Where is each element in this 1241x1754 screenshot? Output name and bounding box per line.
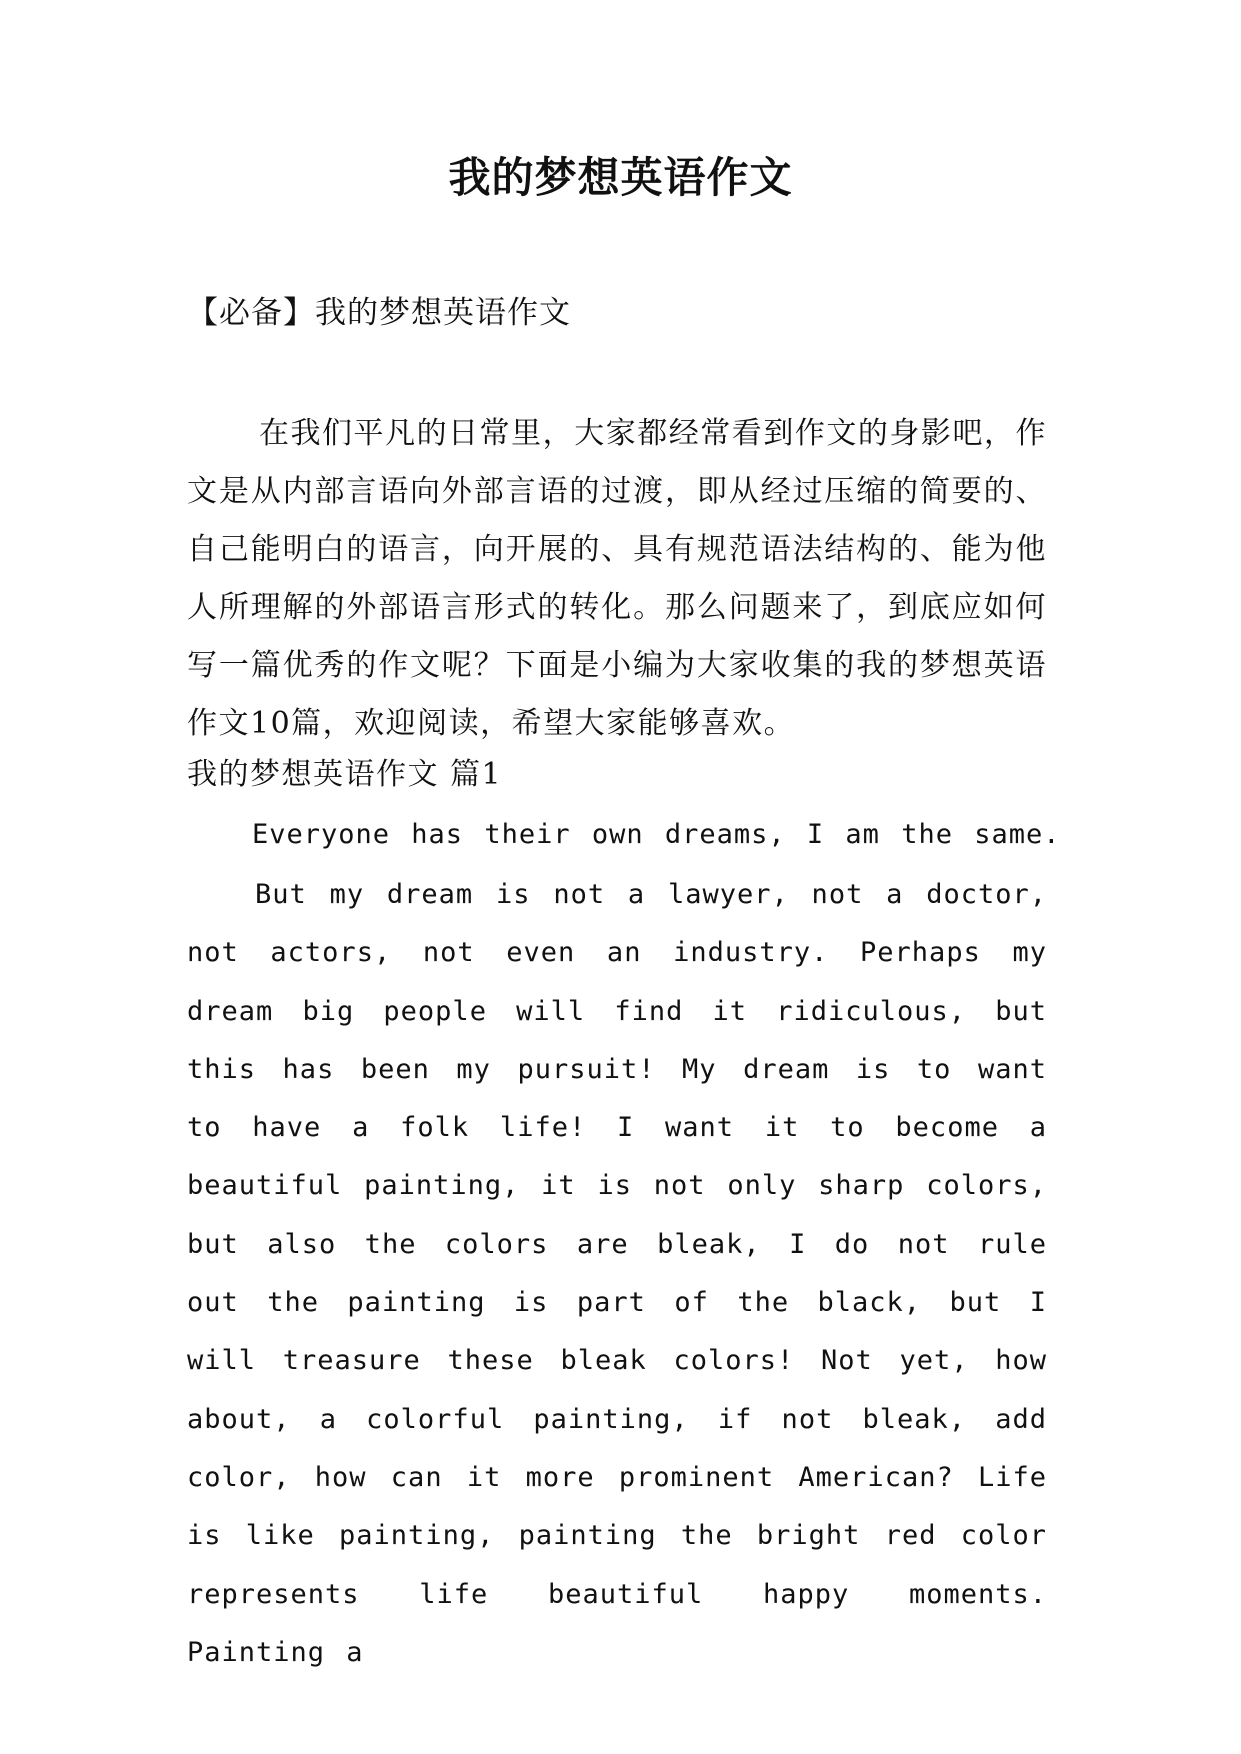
essay-paragraph-1: Everyone has their own dreams, I am the same.: [252, 819, 1061, 850]
intro-paragraph: 在我们平凡的日常里，大家都经常看到作文的身影吧，作文是从内部言语向外部言语的过渡，即从经过压缩的简要的、自己能明白的语言，向开展的、具有规范语法结构的、能为他人所理解的外部语言形式的转化。那么问题来了，到底应如何写一篇优秀的作文呢？下面是小编为大家收集的我的梦想英语作文10篇，欢迎阅读，希望大家能够喜欢。: [187, 416, 1047, 741]
section-heading: 我的梦想英语作文 篇1: [187, 757, 503, 792]
document-title: 我的梦想英语作文: [448, 153, 793, 202]
document-subtitle: 【必备】我的梦想英语作文: [187, 295, 571, 331]
essay-paragraph-2: But my dream is not a lawyer, not a doctor, not actors, not even an industry. Perhaps my dream big people will find it ridiculous, but this has been my pursuit! My dream is to want to have a folk life! I want it to become a beautiful painting, it is not only sharp colors, but also the colors are bleak, I do not rule out the painting is part of the black, but I will treasure these bleak colors! Not yet, how about, a colorful painting, if not bleak, add color, how can it more prominent American? Life is like painting, painting the bright red color represents life beautiful happy moments. Painting a: [187, 879, 1047, 1668]
